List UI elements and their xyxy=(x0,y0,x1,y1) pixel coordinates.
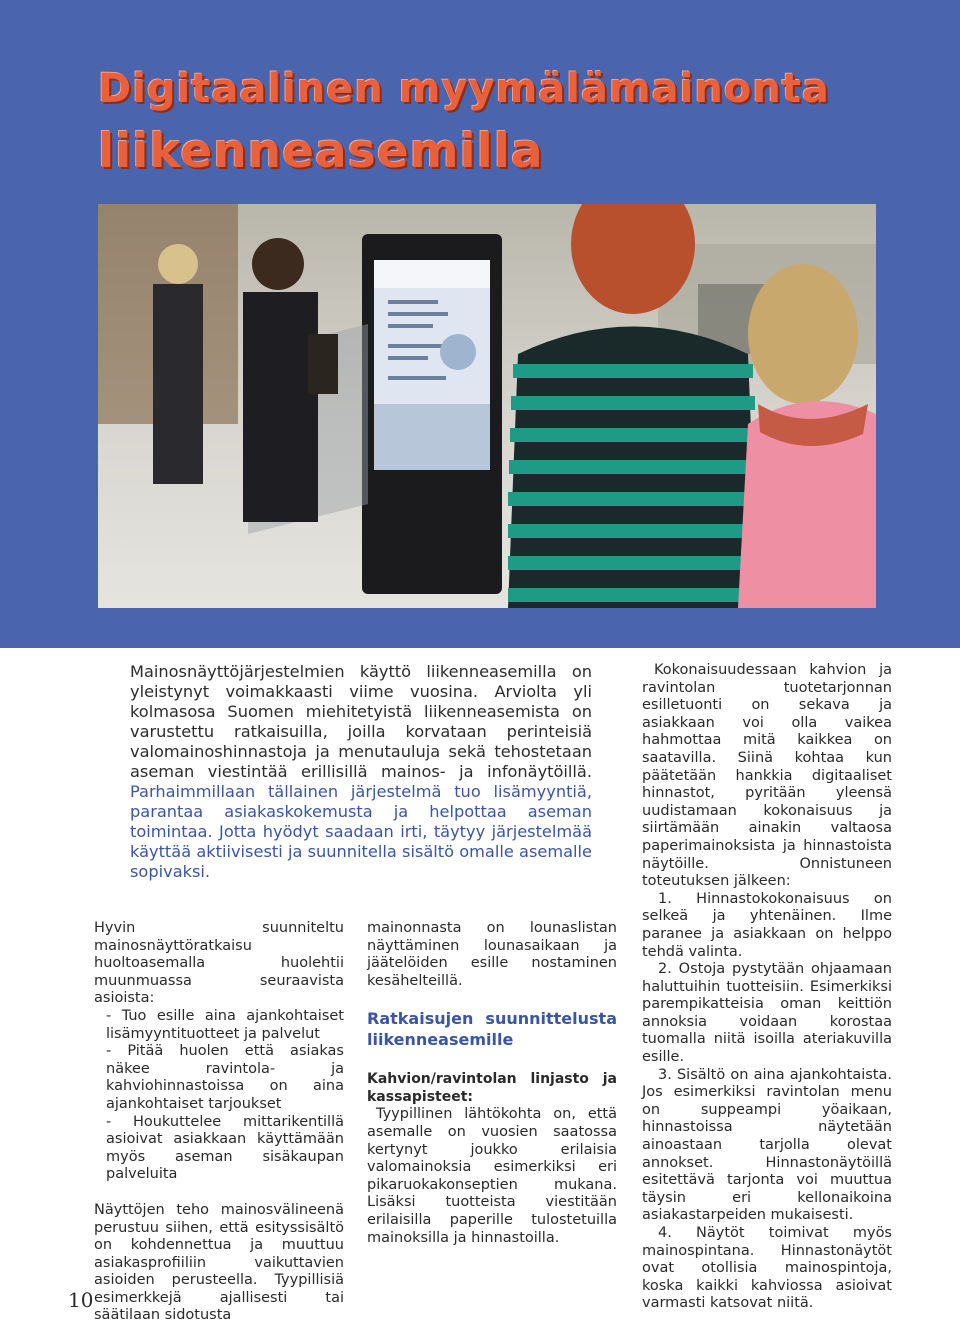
photo-people-at-screen xyxy=(98,204,876,608)
col3-item-3: 3. Sisältö on aina ajankohtaista. Jos esimerkiksi ravintolan menu on suppeampi yöaikaan, hinnastoissa näytetään ainoastaan tarjolla olevat annokset. Hinnastonäytöillä esitettävä tarjonta voi muuttua täysin eri kellonaikoina asiakastarpeiden mukaisesti. xyxy=(642,1066,892,1224)
col3-item-1: 1. Hinnastokokonaisuus on selkeä ja yhtenäinen. Ilme paranee ja asiakkaan on helppo tehdä valinta. xyxy=(642,890,892,960)
page-number: 10 xyxy=(68,1288,94,1312)
col3-item-2: 2. Ostoja pystytään ohjaamaan haluttuihin tuotteisiin. Esimerkiksi parempikatteisia oman keittiön annoksia voidaan korostaa tuomalla niitä isoilla ateriakuvilla esille. xyxy=(642,961,892,1066)
col1-paragraph-2: Näyttöjen teho mainosvälineenä perustuu siihen, että esityssisältö on kohdennettua ja muuttuu asiakasprofiiliin vaikuttavien asioiden perusteella. Tyypillisiä esimerkkejä ajallisesti tai säätilaan sidotusta xyxy=(94,1201,344,1324)
col2-subheading: Ratkaisujen suunnittelusta liikenneasemille xyxy=(367,1009,617,1050)
lead-paragraph xyxy=(130,662,592,882)
column-2 xyxy=(367,920,617,1247)
col3-intro: Kokonaisuudessaan kahvion ja ravintolan tuotetarjonnan esilletuonti on sekava ja asiakkaan voi olla vaikea hahmottaa mitä kaikkea on saatavilla. Siinä kohtaa kun päätetään hankkia digitaaliset hinnastot, pyritään yleensä uudistamaan kokonaisuus ja siirtämään ainakin valtaosa paperimainoksista ja hinnastoista näytöille. Onnistuneen toteutuksen jälkeen: xyxy=(642,662,892,890)
col1-bullet-3: - Houkuttelee mittarikentillä asioivat asiakkaan käyttämään myös aseman sisäkaupan palveluita xyxy=(106,1113,344,1183)
col1-bullet-2: - Pitää huolen että asiakas näkee ravintola- ja kahviohinnastoissa on aina ajankohtaiset tarjoukset xyxy=(106,1043,344,1112)
col2-paragraph-1: mainonnasta on lounaslistan näyttäminen lounasaikaan ja jäätelöiden esille nostaminen kesähelteillä. xyxy=(367,920,617,989)
col1-bullet-1: - Tuo esille aina ajankohtaiset lisämyyntituotteet ja palvelut xyxy=(106,1007,344,1042)
col3-item-4: 4. Näytöt toimivat myös mainospintana. Hinnastonäytöt ovat otollisia mainospintoja, koska kaikki kahviossa asioivat varmasti katsovat niitä. xyxy=(642,1225,892,1312)
header-banner xyxy=(0,0,960,648)
title-line-1: Digitaalinen myymälämainonta xyxy=(98,66,830,112)
col2-paragraph-2: Tyypillinen lähtökohta on, että asemalle on vuosien saatossa kertynyt joukko erilaisia valomainoksia esimerkiksi eri pikaruokakonseptien mukana. Lisäksi tuotteista viestitään erilaisilla paperille tulostetuilla mainoksilla ja hinnastoilla. xyxy=(367,1106,617,1246)
column-1 xyxy=(94,920,344,1325)
photo-illustration xyxy=(98,204,876,608)
column-3 xyxy=(642,662,892,1313)
title-line-2: liikenneasemilla xyxy=(98,124,544,179)
lead-part-2: Parhaimmillaan tällainen järjestelmä tuo lisämyyntiä, parantaa asiakaskokemusta ja helpottaa aseman toimintaa. Jotta hyödyt saadaan irti, täytyy järjestelmää käyttää aktiivisesti ja suunnitella sisältö omalle asemalle sopivaksi. xyxy=(130,782,592,881)
col2-section-heading: Kahvion/ravintolan linjasto ja kassapisteet: xyxy=(367,1071,617,1106)
lead-part-1: Mainosnäyttöjärjestelmien käyttö liikenneasemilla on yleistynyt voimakkaasti viime vuosina. Arviolta yli kolmasosa Suomen miehitetyistä liikenneasemista on varustettu ratkaisuilla, joilla korvataan perinteisiä valomainoshinnastoja ja menutauluja sekä tehostetaan aseman viestintää erillisillä mainos- ja infonäytöillä. xyxy=(130,662,592,781)
col1-intro: Hyvin suunniteltu mainosnäyttöratkaisu huoltoasemalla huolehtii muunmuassa seuraavista asioista: xyxy=(94,920,344,1007)
